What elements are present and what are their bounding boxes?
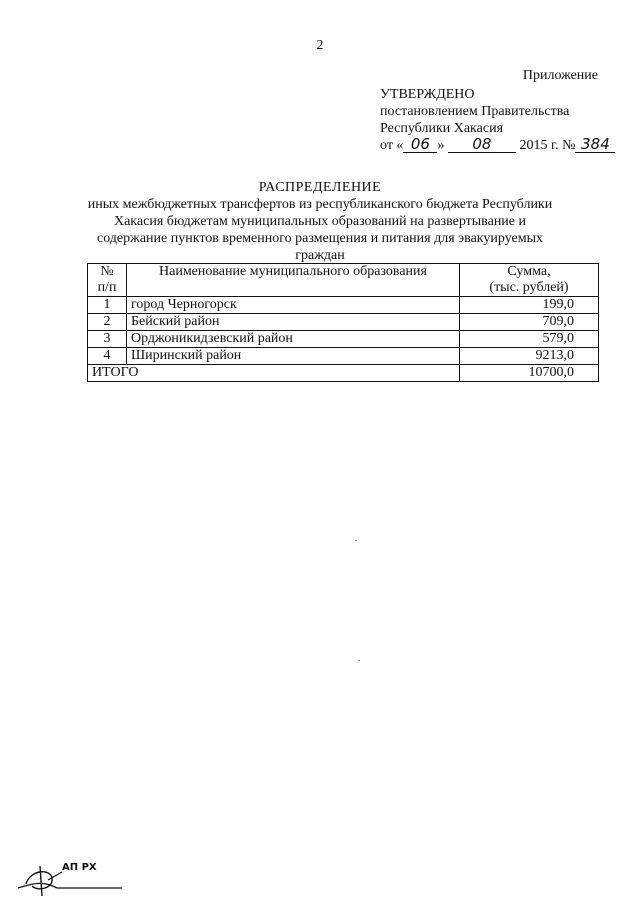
row-amount: 9213,0 [460,348,599,365]
document-title: РАСПРЕДЕЛЕНИЕ [258,180,382,195]
header-amount-line-1: Сумма, [507,264,551,279]
document-subtitle: иных межбюджетных трансфертов из республиканского бюджета Республики Хакасия бюджетам муниципальных образований на развертывание и содержание пунктов временного размещения и питания для эвакуируемых граждан [87,197,553,263]
row-amount: 199,0 [460,297,599,314]
page-number: 2 [316,38,324,53]
header-number [88,264,127,297]
handwritten-day: 06 [403,137,437,153]
header-amount [460,264,599,297]
table-row [88,348,599,365]
approved-label: УТВЕРЖДЕНО [380,87,475,102]
from-prefix: от « [380,138,404,153]
scan-speck [355,540,357,541]
row-name: Ширинский район [127,348,460,365]
total-amount: 10700,0 [460,365,599,382]
stamp-text: АП РХ [62,862,97,873]
row-number: 4 [88,348,127,365]
table-row [88,314,599,331]
total-label: ИТОГО [88,365,460,382]
row-amount: 579,0 [460,331,599,348]
year-text: 2015 г. № [519,138,576,153]
table-header-row [88,264,599,297]
scan-speck [358,660,360,661]
table-row [88,331,599,348]
approval-line-1: постановлением Правительства [380,104,570,119]
header-number-line-1: № [100,264,114,279]
day-suffix: » [437,138,445,153]
order-date-line [380,137,615,154]
approval-block [380,86,615,154]
table-total-row [88,365,599,382]
handwritten-number: 384 [575,137,615,153]
distribution-table [87,263,599,382]
header-amount-line-2: (тыс. рублей) [489,280,569,295]
header-number-line-2: п/п [97,280,117,295]
header-name: Наименование муниципального образования [127,264,460,297]
handwritten-month: 08 [448,137,516,153]
table-row [88,297,599,314]
appendix-label: Приложение [522,68,598,83]
row-amount: 709,0 [460,314,599,331]
row-number: 2 [88,314,127,331]
row-number: 1 [88,297,127,314]
row-name: город Черногорск [127,297,460,314]
row-name: Орджоникидзевский район [127,331,460,348]
row-number: 3 [88,331,127,348]
row-name: Бейский район [127,314,460,331]
approval-line-2: Республики Хакасия [380,121,504,136]
